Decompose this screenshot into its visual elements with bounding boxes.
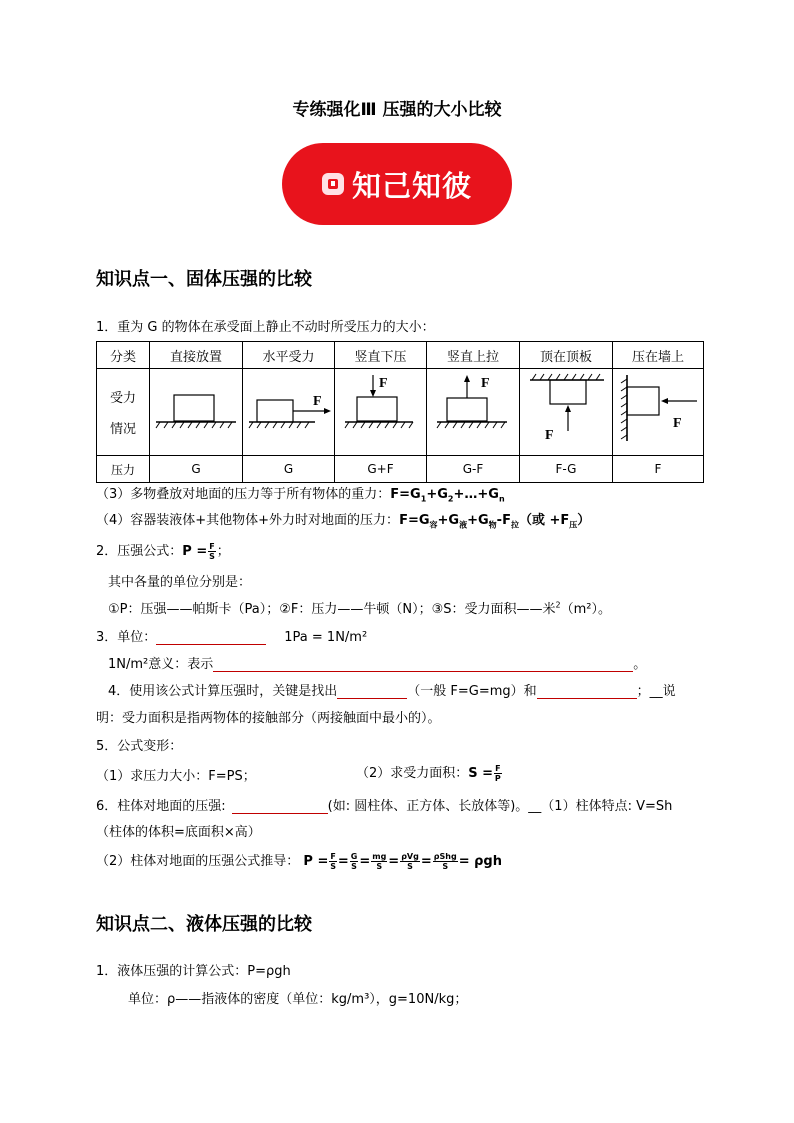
table-cell: G+F [335,456,427,483]
force-label: F [481,376,490,391]
table-header: 压在墙上 [613,342,704,369]
answer-blank[interactable] [337,684,407,699]
force-label: F [313,394,322,409]
item4-cont: 明：受力面积是指两物体的接触部分（两接触面中最小的）。 [96,711,441,726]
row-label-force: 受力 情况 [97,369,150,456]
diagram-pull-up [427,369,520,456]
item3: 3．单位： 1Pa = 1N/m² [96,630,368,645]
diagram-direct [150,369,243,456]
item6-cont: （柱体的体积=底面积×高） [96,825,261,840]
item6: 6．柱体对地面的压强: (如: 圆柱体、正方体、长放体等)。__（1）柱体特点: V=Sh [96,799,673,814]
table-cell: F [613,456,704,483]
section2-heading: 知识点二、液体压强的比较 [96,914,312,935]
item2: 2．压强公式：P = $\frac{F}{S}$ ； [96,542,230,561]
table-header: 竖直上拉 [427,342,520,369]
note3: （3）多物叠放对地面的压力等于所有物体的重力：$F=G_1+G_2+\dots+G_n$ [96,487,505,504]
diagram-ceiling [520,369,613,456]
row-label-pressure: 压力 [97,456,150,483]
table-cell: G [150,456,243,483]
table-header: 竖直下压 [335,342,427,369]
item5: 5．公式变形： [96,739,183,754]
brand-banner [282,143,512,225]
diagram-horizontal [243,369,335,456]
item4: 4．使用该公式计算压强时，关键是找出 （一般 F=G=mg）和 ；__说 [108,684,676,699]
table-header: 水平受力 [243,342,335,369]
force-label: F [673,416,682,431]
force-label: F [379,376,388,391]
table-header: 分类 [97,342,150,369]
table-header: 直接放置 [150,342,243,369]
force-label: F [545,428,554,443]
logo-icon [322,173,344,195]
force-table [96,341,704,483]
answer-blank[interactable] [213,657,633,672]
page-title: 专练强化Ⅲ 压强的大小比较 [292,100,502,120]
banner-text: 知己知彼 [351,168,472,203]
item5-1: （1）求压力大小：F=PS； [96,769,256,784]
table-cell: G [243,456,335,483]
item6-derivation: （2）柱体对地面的压强公式推导： P = $\frac{F}{S}$ = $\frac{G}{S}$ = $\frac{mg}{S}$ = $\frac{\text{ρVg}}{S}$ = $\frac{\text{ρShg}}{S}$ = ρgh [96,852,502,871]
table-header: 顶在顶板 [520,342,613,369]
s2-item1-unit: 单位：ρ——指液体的密度（单位：kg/m³），g=10N/kg； [128,992,468,1007]
table-cell: G-F [427,456,520,483]
item5-2: （2）求受力面积：S = $\frac{F}{P}$ [356,764,501,783]
s2-item1: 1．液体压强的计算公式：P=ρgh [96,964,291,979]
units-intro: 其中各量的单位分别是： [108,575,252,590]
note4: （4）容器装液体+其他物体+外力时对地面的压力：$F=G_容+G_液+G_物-F_拉$（或 $+F_压$） [96,513,591,530]
item1-text: 1．重为 G 的物体在承受面上静止不动时所受压力的大小： [96,320,435,335]
section1-heading: 知识点一、固体压强的比较 [96,269,312,290]
answer-blank[interactable] [537,684,637,699]
table-cell: F-G [520,456,613,483]
meaning-line: 1N/m²意义：表示 。 [108,657,647,672]
units-line: ①P：压强——帕斯卡（Pa）；②F：压力——牛顿（N）；③S：受力面积——米$^2$（m²）。 [108,600,611,617]
diagram-press-down [335,369,427,456]
diagram-wall [613,369,704,456]
answer-blank[interactable] [156,630,266,645]
answer-blank[interactable] [232,799,328,814]
